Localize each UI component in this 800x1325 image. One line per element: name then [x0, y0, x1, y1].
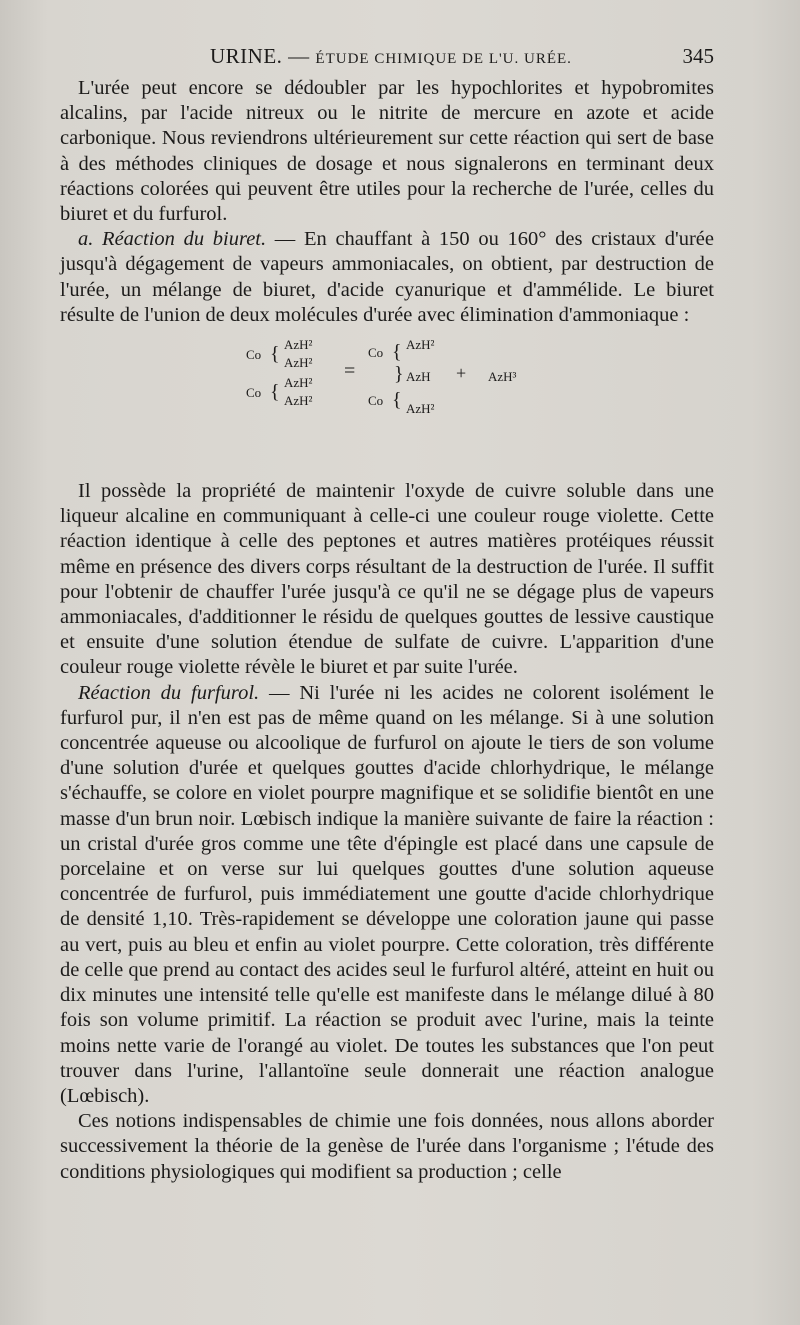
formula-co-4: Co	[368, 393, 384, 409]
heading-reaction-furfurol: Réaction du furfurol.	[78, 681, 260, 704]
formula-right-2: AzH²	[406, 401, 435, 417]
formula-right-mid: AzH	[406, 369, 431, 385]
formula-brace-4: }	[394, 363, 404, 386]
heading-reaction-biuret: a. Réaction du biuret.	[78, 228, 267, 251]
formula-brace-5: {	[392, 389, 402, 412]
body-text	[60, 76, 714, 1185]
formula-co-3: Co	[368, 345, 384, 361]
biuret-formula	[60, 334, 714, 459]
formula-right-1: AzH²	[406, 337, 435, 353]
formula-left-2: AzH²	[284, 355, 313, 371]
formula-left-4: AzH²	[284, 393, 313, 409]
text-reaction-biuret: — En chauffant à 150 ou 160° des cristaux d'urée jusqu'à dégagement de vapeurs ammoniacales, on obtient, par destruction de l'urée, un mélange de biuret, d'acide cyanurique et d'ammélide. Le biuret résulte de l'union de deux molécules d'urée avec élimination d'ammoniaque :	[60, 228, 714, 326]
formula-left-3: AzH²	[284, 375, 313, 391]
paragraph-uree-dedoublement: L'urée peut encore se dédoubler par les hypochlorites et hypobromites alcalins, par l'acide nitreux ou le nitrite de mercure en azote et acide carbonique. Nous reviendrons ultérieurement sur cette réaction qui sert de base à des méthodes cliniques de dosage et nous signalerons en terminant deux réactions colorées qui peuvent être utiles pour la recherche de l'urée, celles du biuret et du furfurol.	[60, 77, 714, 226]
formula-co-2: Co	[246, 385, 262, 401]
text-reaction-furfurol: — Ni l'urée ni les acides ne colorent isolément le furfurol pur, il n'en est pas de même quand on les mélange. Si à une solution concentrée aqueuse ou alcoolique de furfurol on ajoute le tiers de son volume d'une solution d'urée et quelques gouttes d'acide chlorhydrique, le mélange s'échauffe, se colore en violet pourpre magnifique et se solidifie bientôt en une masse d'un brun noir. Lœbisch indique la manière suivante de faire la réaction : un cristal d'urée gros comme une tête d'épingle est placé dans une capsule de porcelaine et on verse sur lui quelques gouttes d'une solution aqueuse concentrée de furfurol, puis immédiatement une goutte d'acide chlorhydrique de densité 1,10. Très-rapidement se développe une coloration jaune qui passe au vert, puis au bleu et enfin au violet pourpre. Cette coloration, très différente de celle que prend au contact des acides seul le furfurol altéré, atteint en huit ou dix minutes une intensité telle qu'elle est manifeste dans le mélange dilué à 80 fois son volume primitif. La réaction se produit avec l'urine, mais la teinte moins nette varie de l'orangé au violet. De toutes les substances que l'on peut trouver dans l'urine, l'allantoïne seule donnerait une réaction analogue (Lœbisch).	[60, 681, 714, 1107]
formula-brace-1: {	[270, 343, 280, 366]
header-title-main: URINE. —	[210, 44, 310, 68]
formula-product: AzH³	[488, 369, 517, 385]
page-number: 345	[682, 44, 714, 68]
formula-equals: =	[344, 360, 356, 383]
formula-brace-2: {	[270, 381, 280, 404]
paragraph-reaction-furfurol	[60, 681, 714, 1109]
running-header	[60, 44, 714, 74]
header-title	[210, 44, 572, 69]
formula-plus: +	[456, 363, 467, 384]
paragraph-notions-chimie: Ces notions indispensables de chimie une fois données, nous allons aborder successivement la théorie de la genèse de l'urée dans l'organisme ; l'étude des conditions physiologiques qui modifient sa production ; celle	[60, 1110, 714, 1183]
formula-brace-3: {	[392, 341, 402, 364]
formula-co-1: Co	[246, 347, 262, 363]
formula-left-1: AzH²	[284, 337, 313, 353]
paragraph-reaction-biuret	[60, 227, 714, 328]
header-title-sub: ÉTUDE CHIMIQUE DE L'U. URÉE.	[315, 51, 572, 67]
paragraph-propriete-biuret: Il possède la propriété de maintenir l'oxyde de cuivre soluble dans une liqueur alcaline en communiquant à celle-ci une couleur rouge violette. Cette réaction identique à celle des peptones et autres matières protéiques réussit même en présence des divers corps résultant de la destruction de l'urée. Il suffit pour l'obtenir de chauffer l'urée jusqu'à ce qu'il ne se dégage plus de vapeurs ammoniacales, d'additionner le résidu de quelques gouttes de lessive caustique et ensuite d'une solution étendue de sulfate de cuivre. L'apparition d'une couleur rouge violette révèle le biuret et par suite l'urée.	[60, 480, 714, 679]
